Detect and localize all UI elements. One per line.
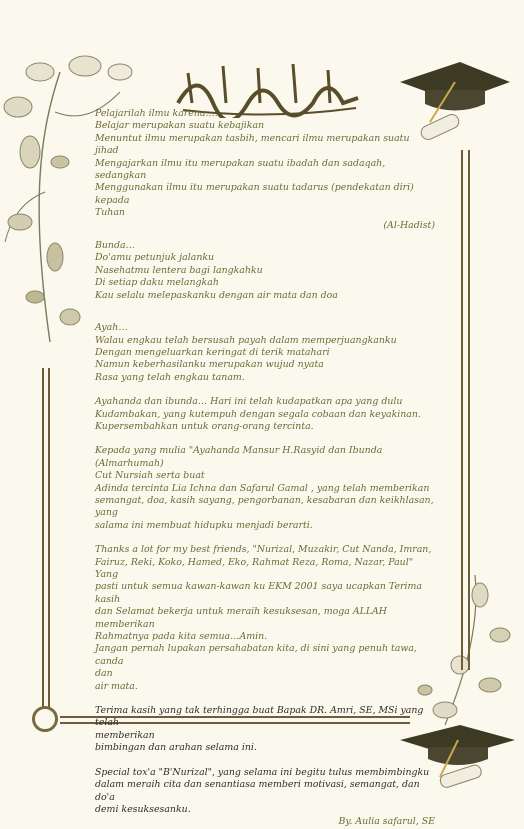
paragraph-line: demi kesuksesanku. [95, 803, 191, 815]
paragraph-line: Ayahanda dan ibunda… Hari ini telah kudapatkan apa yang dulu [95, 396, 403, 408]
frame-ring-ornament [32, 706, 58, 732]
paragraph-line: Jangan pernah lupakan persahabatan kita, di sini yang penuh tawa, canda [95, 643, 417, 667]
stanza-line: Dengan mengeluarkan keringat di terik matahari [95, 346, 330, 358]
stanza-line: Bunda… [95, 240, 135, 252]
quote-source: (Al-Hadist) [383, 219, 435, 231]
stanza-line: Nasehatmu lentera bagi langkahku [95, 264, 263, 276]
hadith-quote [95, 108, 435, 232]
paragraph-line: bimbingan dan arahan selama ini. [95, 742, 257, 754]
paragraph-line: salama ini membuat hidupku menjadi berarti. [95, 519, 313, 531]
paragraph-line: air mata. [95, 680, 138, 692]
paragraph-line: Cut Nursiah serta buat [95, 470, 205, 482]
paragraph-line: Kepada yang mulia "Ayahanda Mansur H.Rasyid dan Ibunda (Almarhumah) [95, 445, 383, 469]
paragraph-line: Thanks a lot for my best friends, "Nurizal, Muzakir, Cut Nanda, Imran, [95, 544, 432, 556]
stanza-line: Do'amu petunjuk jalanku [95, 252, 215, 264]
stanza-line: Namun keberhasilanku merupakan wujud nyata [95, 359, 324, 371]
quote-line: Menggunakan ilmu itu merupakan suatu tadarus (pendekatan diri) kepada [95, 182, 414, 206]
ayah-stanza [95, 322, 435, 384]
dedication-text [95, 108, 435, 829]
stanza-line: Di setiap daku melangkah [95, 277, 219, 289]
quote-line: Belajar merupakan suatu kebajikan [95, 120, 265, 132]
paragraph-line: dan [95, 668, 113, 680]
paragraph-line: Kupersembahkan untuk orang-orang tercinta. [95, 420, 314, 432]
frame-rule [461, 150, 463, 670]
paragraph-line: Special tox'a "B'Nurizal", yang selama ini begitu tulus membimbingku [95, 766, 430, 778]
quote-line: Mengajarkan ilmu itu merupakan suatu ibadah dan sadaqah, sedangkan [95, 157, 386, 182]
paragraph-line: dalam meraih cita dan senantiasa memberi motivasi, semangat, dan do'a [95, 779, 420, 803]
paragraph-line: Fairuz, Reki, Koko, Hamed, Eko, Rahmat Reza, Roma, Nazar, Paul" Yang [95, 556, 414, 580]
frame-rule [42, 368, 44, 708]
special-thanks-paragraph [95, 767, 435, 817]
paragraph-line: Rahmatnya pada kita semua…Amin. [95, 631, 268, 643]
stanza-line: Ayah… [95, 322, 128, 334]
stanza-line: Walau engkau telah bersusah payah dalam memperjuangkanku [95, 334, 397, 346]
paragraph-line: pasti untuk semua kawan-kawan ku EKM 2001 saya ucapkan Terima kasih [95, 581, 422, 605]
paragraph-line: semangat, doa, kasih sayang, pengorbanan, kesabaran dan keikhlasan, yang [95, 494, 434, 519]
family-dedication [95, 445, 435, 532]
paragraph-line: Terima kasih yang tak terhingga buat Bapak DR. Amri, SE, MSi yang telah [95, 705, 424, 729]
author-signature: By. Aulia safarul, SE [338, 816, 435, 828]
frame-rule [48, 368, 50, 708]
bunda-stanza [95, 240, 435, 302]
frame-rule [468, 150, 470, 670]
quote-line: Pelajarilah ilmu karena…. [95, 108, 218, 119]
friends-paragraph [95, 544, 435, 693]
paragraph-line: Adinda tercinta Lia Ichna dan Safarul Gamal , yang telah memberikan [95, 482, 430, 494]
paragraph-line: dan Selamat bekerja untuk meraih kesuksesan, moga ALLAH memberikan [95, 606, 387, 630]
stanza-line: Kau selalu melepaskanku dengan air mata dan doa [95, 289, 338, 301]
quote-line: Menuntut ilmu merupakan tasbih, mencari ilmu merupakan suatu jihad [95, 132, 410, 157]
paragraph-line: Kudambakan, yang kutempuh dengan segala cobaan dan keyakinan. [95, 408, 421, 420]
stanza-line: Rasa yang telah engkau tanam. [95, 371, 245, 383]
quote-line: Tuhan [95, 207, 125, 219]
parents-paragraph [95, 396, 435, 433]
lecturer-paragraph [95, 705, 435, 755]
paragraph-line: memberikan [95, 729, 155, 741]
